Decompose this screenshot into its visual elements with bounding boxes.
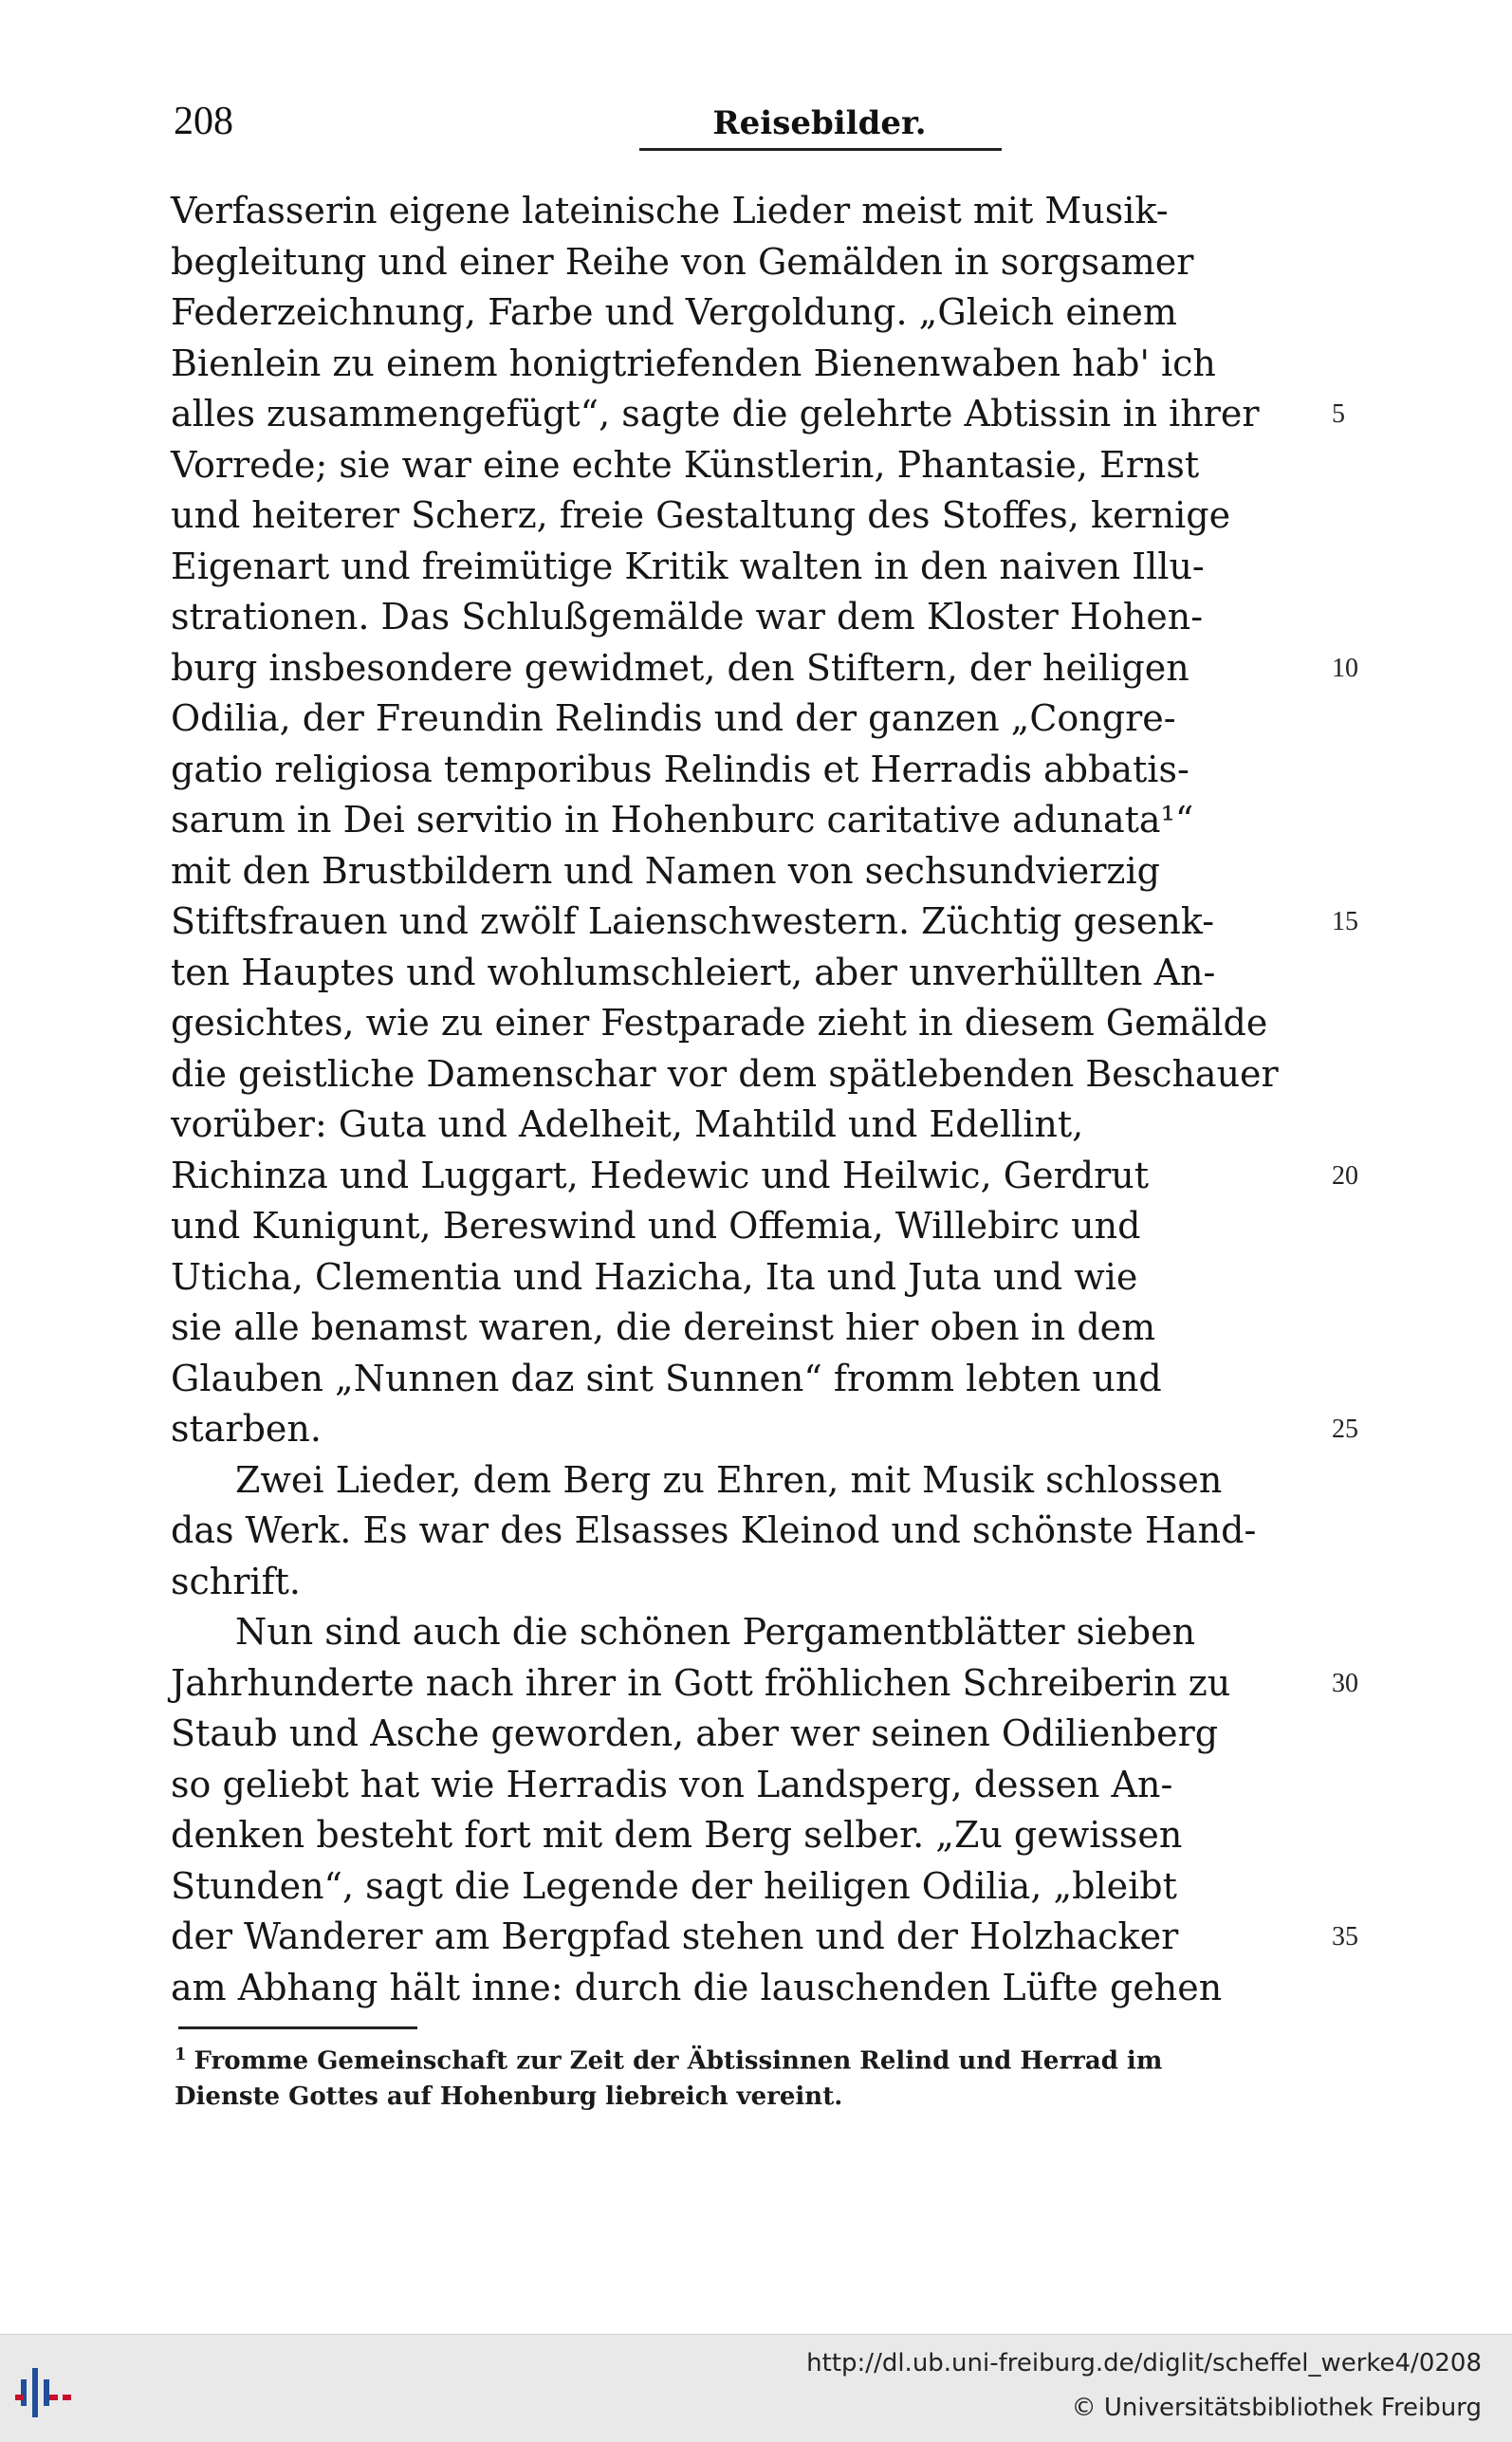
text-line <box>171 1049 1309 1101</box>
line-text: denken besteht fort mit dem Berg selber. „Zu gewissen <box>171 1814 1183 1856</box>
ub-freiburg-logo-icon[interactable] <box>15 2362 95 2423</box>
text-line <box>171 694 1309 745</box>
text-line <box>171 1100 1309 1151</box>
footnote-line <box>175 2034 1313 2076</box>
text-line <box>171 1404 1358 1455</box>
text-line <box>171 1607 1309 1658</box>
text-line <box>171 1151 1358 1202</box>
line-number: 15 <box>1332 907 1358 936</box>
line-text: Staub und Asche geworden, aber wer seinen Odilienberg <box>171 1712 1219 1754</box>
line-text: Nun sind auch die schönen Pergamentblätter sieben <box>235 1611 1196 1653</box>
text-line <box>171 490 1309 542</box>
line-text: Richinza und Luggart, Hedewic und Heilwic, Gerdrut <box>171 1154 1149 1196</box>
text-line <box>171 1658 1358 1710</box>
page-header <box>171 93 1309 159</box>
line-text: Stiftsfrauen und zwölf Laienschwestern. Züchtig gesenk- <box>171 900 1215 942</box>
line-number: 25 <box>1332 1415 1358 1444</box>
line-text: Jahrhunderte nach ihrer in Gott fröhlichen Schreiberin zu <box>171 1661 1231 1704</box>
text-line <box>171 339 1309 390</box>
text-line <box>171 440 1309 491</box>
text-line <box>171 542 1309 593</box>
line-text: alles zusammengefügt“, sagte die gelehrte Abtissin in ihrer <box>171 393 1260 435</box>
main-text <box>171 186 1358 2013</box>
text-line <box>171 1252 1309 1304</box>
line-text: am Abhang hält inne: durch die lauschenden Lüfte gehen <box>171 1966 1223 2008</box>
source-url-link[interactable] <box>806 2349 1482 2377</box>
footnote-marker: 1 <box>175 2044 187 2064</box>
copyright-notice <box>1072 2394 1482 2422</box>
line-text: vorüber: Guta und Adelheit, Mahtild und Edellint, <box>171 1103 1084 1145</box>
text-line <box>171 1303 1309 1354</box>
footnote-text: Dienste Gottes auf Hohenburg liebreich vereint. <box>175 2082 843 2111</box>
line-text: Eigenart und freimütige Kritik walten in den naiven Illu- <box>171 545 1205 587</box>
copyright-text: © Universitätsbibliothek Freiburg <box>1071 2394 1482 2422</box>
line-text: die geistliche Damenschar vor dem spätlebenden Beschauer <box>171 1052 1279 1095</box>
text-line <box>171 1861 1309 1913</box>
line-number: 20 <box>1332 1160 1358 1191</box>
line-number: 10 <box>1332 653 1358 683</box>
text-line <box>171 1810 1309 1861</box>
text-line <box>171 948 1309 999</box>
text-line <box>171 1354 1309 1405</box>
line-text: und heiterer Scherz, freie Gestaltung des Stoffes, kernige <box>171 494 1231 536</box>
text-line <box>171 592 1309 643</box>
line-text: starben. <box>171 1408 322 1450</box>
line-number: 35 <box>1332 1922 1358 1952</box>
footnote-line <box>175 2076 1313 2118</box>
text-line <box>171 1557 1309 1608</box>
line-text: das Werk. Es war des Elsasses Kleinod und schönste Hand- <box>171 1509 1257 1551</box>
line-text: Vorrede; sie war eine echte Künstlerin, Phantasie, Ernst <box>171 443 1200 486</box>
footnote-divider <box>178 2026 417 2029</box>
running-head-rule <box>639 148 1002 151</box>
footnote-text: Fromme Gemeinschaft zur Zeit der Äbtissinnen Relind und Herrad im <box>194 2046 1163 2076</box>
text-line <box>171 1963 1309 2014</box>
text-line <box>171 846 1309 897</box>
line-text: gatio religiosa temporibus Relindis et Herradis abbatis- <box>171 748 1189 790</box>
line-text: mit den Brustbildern und Namen von sechsundvierzig <box>171 849 1160 892</box>
line-number: 5 <box>1332 399 1345 429</box>
line-text: und Kunigunt, Bereswind und Offemia, Willebirc und <box>171 1205 1141 1247</box>
text-line <box>171 795 1309 846</box>
line-text: schrift. <box>171 1560 301 1602</box>
text-line <box>171 643 1358 694</box>
line-text: Verfasserin eigene lateinische Lieder meist mit Musik- <box>171 190 1169 231</box>
line-text: der Wanderer am Bergpfad stehen und der Holzhacker <box>171 1915 1179 1957</box>
text-line <box>171 897 1358 948</box>
line-number: 30 <box>1332 1668 1358 1698</box>
text-line <box>171 998 1309 1049</box>
line-text: Uticha, Clementia und Hazicha, Ita und Juta und wie <box>171 1255 1138 1298</box>
line-text: burg insbesondere gewidmet, den Stiftern, der heiligen <box>171 646 1189 689</box>
line-text: Glauben „Nunnen daz sint Sunnen“ fromm lebten und <box>171 1357 1162 1399</box>
footnote <box>175 2034 1313 2118</box>
text-line <box>171 186 1309 237</box>
text-line <box>171 389 1345 440</box>
text-line <box>171 1506 1309 1557</box>
page-number: 208 <box>174 100 233 143</box>
line-text: begleitung und einer Reihe von Gemälden in sorgsamer <box>171 240 1194 283</box>
running-head: Reisebilder. <box>712 104 927 142</box>
line-text: Odilia, der Freundin Relindis und der ganzen „Congre- <box>171 697 1176 739</box>
source-url[interactable]: http://dl.ub.uni-freiburg.de/diglit/scheffel_werke4/0208 <box>806 2349 1482 2377</box>
text-line <box>171 1455 1309 1507</box>
text-line <box>171 1760 1309 1811</box>
line-text: Zwei Lieder, dem Berg zu Ehren, mit Musik schlossen <box>235 1458 1223 1501</box>
line-text: gesichtes, wie zu einer Festparade zieht in diesem Gemälde <box>171 1002 1268 1044</box>
text-line <box>171 1709 1309 1760</box>
line-text: Bienlein zu einem honigtriefenden Bienenwaben hab' ich <box>171 342 1216 384</box>
text-line <box>171 237 1309 288</box>
line-text: Federzeichnung, Farbe und Vergoldung. „Gleich einem <box>171 291 1177 333</box>
line-text: sie alle benamst waren, die dereinst hier oben in dem <box>171 1306 1156 1348</box>
line-text: strationen. Das Schlußgemälde war dem Kloster Hohen- <box>171 596 1204 638</box>
line-text: so geliebt hat wie Herradis von Landsperg, dessen An- <box>171 1763 1173 1805</box>
line-text: Stunden“, sagt die Legende der heiligen Odilia, „bleibt <box>171 1864 1177 1907</box>
text-line <box>171 1912 1358 1963</box>
line-text: ten Hauptes und wohlumschleiert, aber unverhüllten An- <box>171 951 1216 993</box>
text-line <box>171 745 1309 796</box>
text-line <box>171 1201 1309 1252</box>
text-line <box>171 287 1309 339</box>
line-text: sarum in Dei servitio in Hohenburc caritative adunata¹“ <box>171 799 1194 841</box>
